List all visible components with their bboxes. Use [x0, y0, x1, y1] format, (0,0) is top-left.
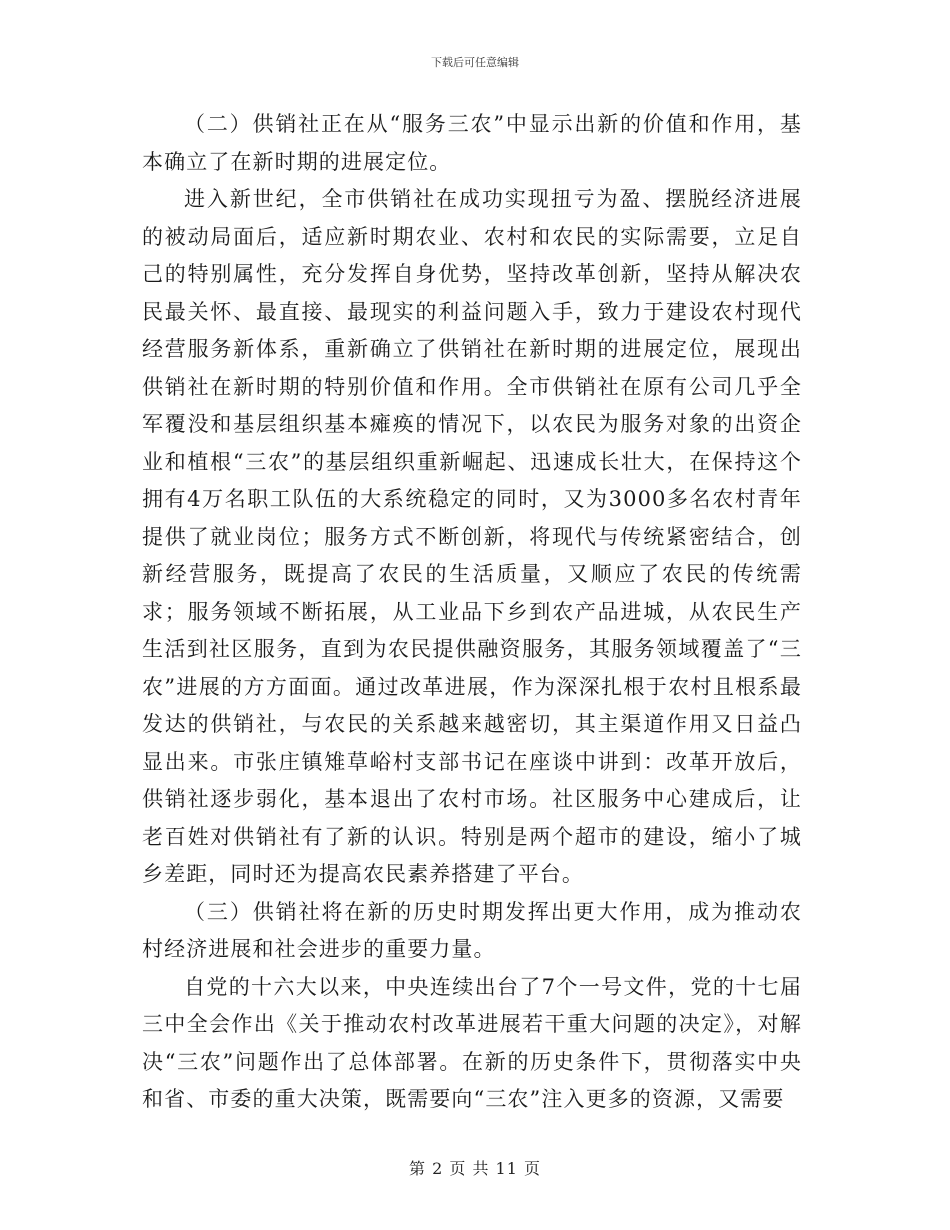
- paragraph-section-3-heading: （三）供销社将在新的历史时期发挥出更大作用，成为推动农村经济进展和社会进步的重要力量。: [142, 899, 802, 961]
- paragraph-section-2-heading: （二）供销社正在从“服务三农”中显示出新的价值和作用，基本确立了在新时期的进展定位。: [142, 112, 802, 174]
- document-body: [142, 106, 802, 1119]
- paragraph-new-century: 进入新世纪，全市供销社在成功实现扭亏为盈、摆脱经济进展的被动局面后，适应新时期农业、农村和农民的实际需要，立足自己的特别属性，充分发挥自身优势，坚持改革创新，坚持从解决农民最关怀、最直接、最现实的利益问题入手，致力于建设农村现代经营服务新体系，重新确立了供销社在新时期的进展定位，展现出供销社在新时期的特别价值和作用。全市供销社在原有公司几乎全军覆没和基层组织基本瘫痪的情况下，以农民为服务对象的出资企业和植根“三农”的基层组织重新崛起、迅速成长壮大，在保持这个拥有4万名职工队伍的大系统稳定的同时，又为3000多名农村青年提供了就业岗位；服务方式不断创新，将现代与传统紧密结合，创新经营服务，既提高了农民的生活质量，又顺应了农民的传统需求；服务领域不断拓展，从工业品下乡到农产品进城，从农民生产生活到社区服务，直到为农民提供融资服务，其服务领域覆盖了“三农”进展的方方面面。通过改革进展，作为深深扎根于农村且根系最发达的供销社，与农民的关系越来越密切，其主渠道作用又日益凸显出来。市张庄镇雉草峪村支部书记在座谈中讲到：改革开放后，供销社逐步弱化，基本退出了农村市场。社区服务中心建成后，让老百姓对供销社有了新的认识。特别是两个超市的建设，缩小了城乡差距，同时还为提高农民素养搭建了平台。: [142, 187, 802, 886]
- page-number: 第 2 页 共 11 页: [409, 1159, 541, 1178]
- header-note: 下载后可任意编辑: [431, 56, 519, 69]
- paragraph-since-16th-congress: 自党的十六大以来，中央连续出台了7个一号文件，党的十七届三中全会作出《关于推动农村改革进展若干重大问题的决定》，对解决“三农”问题作出了总体部署。在新的历史条件下，贯彻落实中央和省、市委的重大决策，既需要向“三农”注入更多的资源，又需要: [142, 974, 802, 1111]
